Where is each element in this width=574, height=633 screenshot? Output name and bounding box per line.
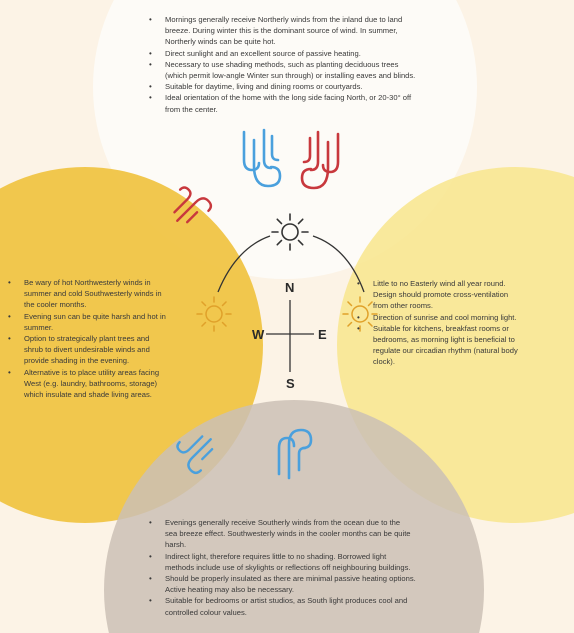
bullet-line: • Evenings generally receive Southerly winds from the ocean due to the (165, 518, 401, 527)
bullet-line: provide shading in the evening. (24, 356, 130, 366)
bullet-item (165, 517, 435, 551)
bullet-line: summer. (24, 322, 54, 332)
bullet-item (165, 92, 435, 114)
bullet-line: • Little to no Easterly wind all year round. (373, 279, 506, 288)
bullet-item (24, 311, 209, 333)
bullet-item (165, 14, 435, 48)
bullet-item (24, 367, 209, 401)
bullet-line: • Direction of sunrise and cool morning light. (373, 312, 517, 322)
bullet-line: • Be wary of hot Northwesterly winds in (24, 278, 151, 287)
west-text-block (24, 277, 209, 400)
compass-west-label: W (252, 327, 265, 342)
bullet-line: • Suitable for bedrooms or artist studios, as South light produces cool and (165, 596, 408, 606)
bullet-item (24, 277, 209, 311)
bullet-line: West (e.g. laundry, bathrooms, storage) (24, 378, 158, 388)
bullet-item (165, 573, 435, 595)
compass-south-label: S (286, 376, 295, 391)
bullet-line: • Suitable for kitchens, breakfast rooms or (373, 323, 509, 333)
bullet-line: Active heating may also be necessary. (165, 585, 295, 595)
bullet-item (373, 312, 551, 323)
bullet-line: controlled colour values. (165, 607, 247, 617)
bullet-line: from the center. (165, 104, 218, 114)
bullet-line: • Indirect light, therefore requires little to no shading. Borrowed light (165, 551, 387, 561)
bullet-line: which insulate and shade living areas. (24, 390, 152, 400)
bullet-item (165, 59, 435, 81)
bullet-item (373, 323, 551, 368)
bullet-item (165, 595, 435, 617)
bullet-line: regulate our circadian rhythm (natural body (373, 346, 518, 356)
bullet-line: shrub to divert undesirable winds and (24, 345, 150, 355)
bullet-line: Northerly winds can be quite hot. (165, 37, 276, 47)
bullet-line: • Evening sun can be quite harsh and hot in (24, 311, 166, 321)
south-text-block (165, 517, 435, 618)
bullet-line: • Ideal orientation of the home with the long side facing North, or 20-30° off (165, 93, 412, 103)
bullet-line: Design should promote cross-ventilation (373, 290, 509, 300)
bullet-item (165, 48, 435, 59)
bullet-line: • Necessary to use shading methods, such as planting deciduous trees (165, 59, 399, 69)
bullet-line: sea breeze effect. Southwesterly winds in the cooler months can be quite (165, 529, 411, 539)
bullet-item (24, 333, 209, 367)
bullet-item (165, 81, 435, 92)
bullet-line: • Suitable for daytime, living and dining rooms or courtyards. (165, 82, 363, 92)
bullet-line: the cooler months. (24, 300, 87, 310)
bullet-line: (which permit low-angle Winter sun through) or installing eaves and blinds. (165, 71, 416, 81)
bullet-line: • Alternative is to place utility areas facing (24, 367, 160, 377)
east-text-block (373, 278, 551, 368)
bullet-line: summer and cold Southwesterly winds in (24, 289, 162, 299)
bullet-line: breeze. During winter this is the dominant source of wind. In summer, (165, 26, 398, 36)
compass-east-label: E (318, 327, 327, 342)
bullet-item (373, 278, 551, 312)
bullet-line: • Mornings generally receive Northerly winds from the inland due to land (165, 15, 403, 24)
bullet-line: from other rooms. (373, 301, 433, 311)
compass-cross (266, 300, 314, 372)
bullet-line: • Option to strategically plant trees and (24, 334, 150, 344)
compass-north-label: N (285, 280, 295, 295)
bullet-line: clock). (373, 357, 395, 367)
bullet-line: bedrooms, as morning light is beneficial to (373, 335, 515, 345)
bullet-line: harsh. (165, 540, 187, 550)
bullet-item (165, 551, 435, 573)
north-text-block (165, 14, 435, 115)
bullet-line: • Should be properly insulated as there are minimal passive heating options. (165, 574, 416, 584)
bullet-line: methods include use of skylights or reflections off neighbouring buildings. (165, 562, 411, 572)
bullet-line: • Direct sunlight and an excellent source of passive heating. (165, 48, 361, 58)
